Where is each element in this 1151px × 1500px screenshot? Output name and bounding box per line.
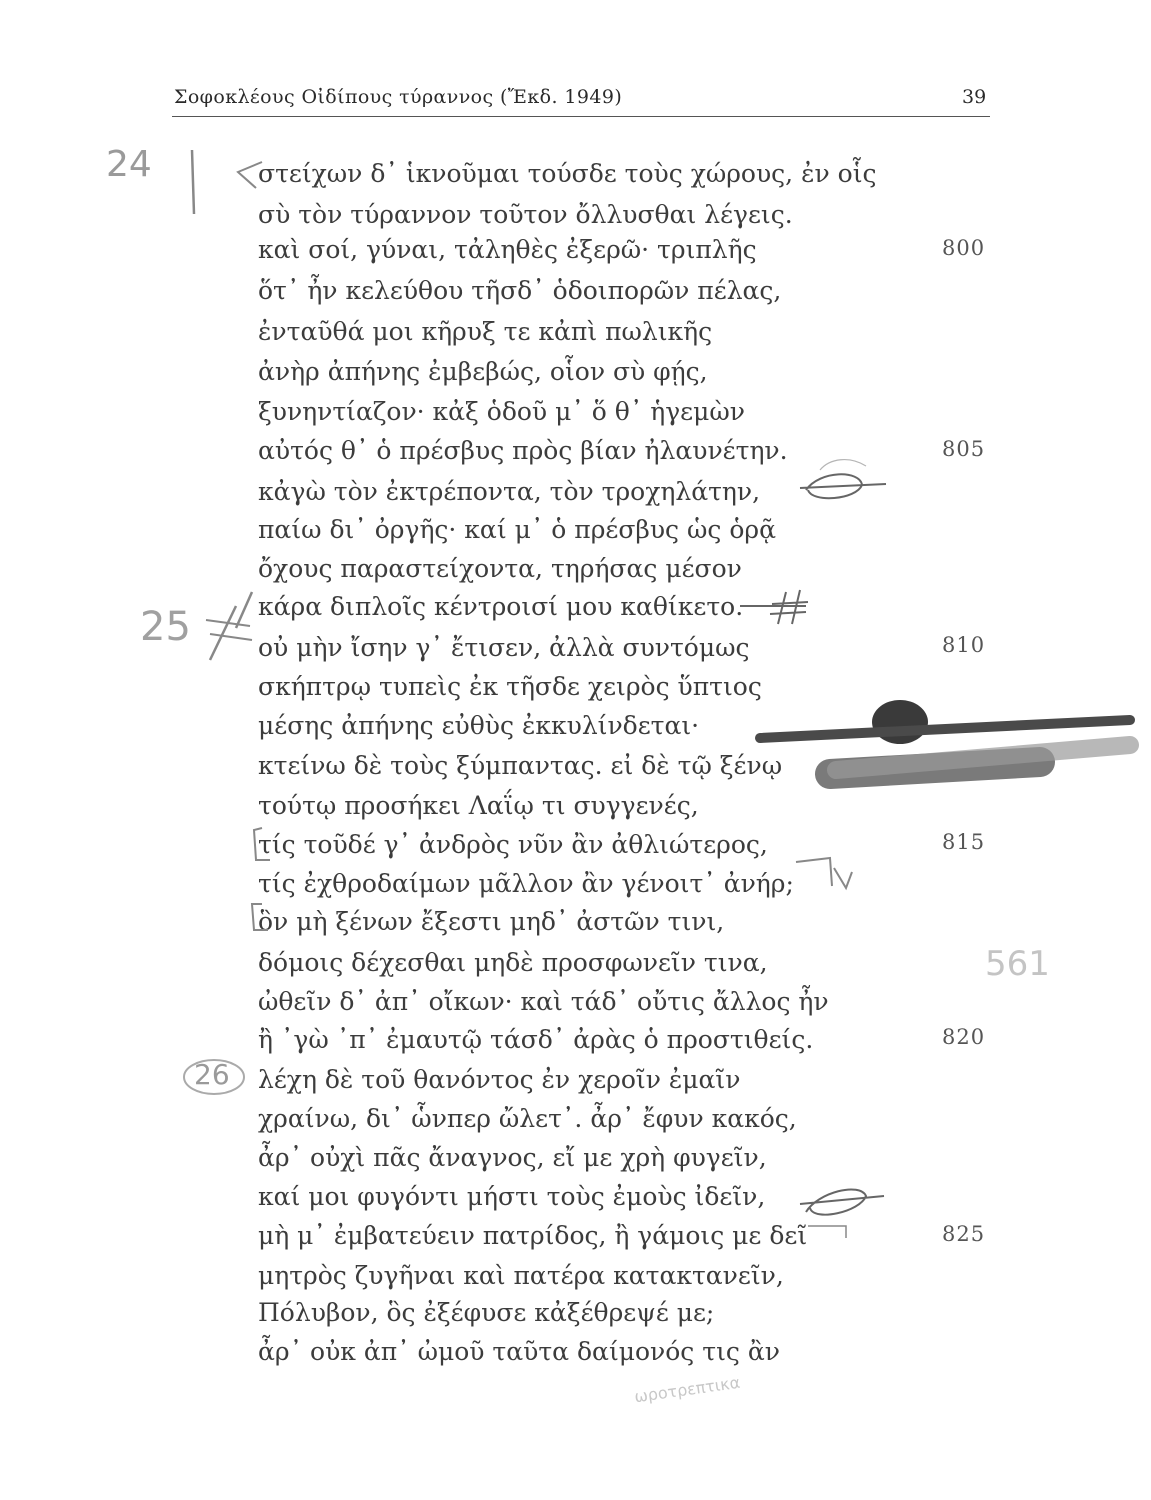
verse-line: ἐνταῦθά μοι κῆρυξ τε κἀπὶ πωλικῆς <box>258 317 713 346</box>
loop-mark <box>800 1189 884 1214</box>
line-number: 810 <box>942 633 986 657</box>
verse-line: τούτῳ προσήκει Λαΐῳ τι συγγενές, <box>258 791 699 820</box>
ink-stroke <box>760 720 1130 738</box>
verse-line: λέχη δὲ τοῦ θανόντος ἐν χεροῖν ἐμαῖν <box>258 1065 741 1094</box>
slash-mark <box>206 620 252 640</box>
verse-line: ὃν μὴ ξένων ἔξεστι μηδ᾽ ἀστῶν τινι, <box>258 907 725 936</box>
box-mark <box>254 828 270 860</box>
verse-line: καὶ σοί, γύναι, τἀληθὲς ἐξερῶ· τριπλῆς <box>258 235 757 264</box>
check-mark <box>796 858 852 888</box>
running-header-title: Σοφοκλέους Οἰδίπους τύραννος (Ἔκδ. 1949) <box>174 86 623 108</box>
circle-mark <box>184 1060 244 1094</box>
margin-note-24: 24 <box>106 144 152 185</box>
verse-line: σὺ τὸν τύραννον τοῦτον ὄλλυσθαι λέγεις. <box>258 200 793 229</box>
verse-line: ἆρ᾽ οὐχὶ πᾶς ἄναγνος, εἴ με χρὴ φυγεῖν, <box>258 1143 767 1172</box>
verse-line: μέσης ἀπήνης εὐθὺς ἐκκυλίνδεται· <box>258 711 700 740</box>
line-number: 820 <box>942 1025 986 1049</box>
verse-line: κἀγὼ τὸν ἐκτρέποντα, τὸν τροχηλάτην, <box>258 477 761 506</box>
verse-line: οὐ μὴν ἴσην γ᾽ ἔτισεν, ἀλλὰ συντόμως <box>258 633 750 662</box>
verse-line: μητρὸς ζυγῆναι καὶ πατέρα κατακτανεῖν, <box>258 1261 784 1290</box>
line-number: 805 <box>942 437 986 461</box>
box-mark <box>808 1226 846 1238</box>
verse-line: χραίνω, δι᾽ ὧνπερ ὤλετ᾽. ἆρ᾽ ἔφυν κακός, <box>258 1104 797 1133</box>
verse-line: ἆρ᾽ οὐκ ἀπ᾽ ὠμοῦ ταῦτα δαίμονός τις ἂν <box>258 1337 780 1366</box>
ink-stroke <box>836 745 1130 770</box>
verse-line: ὠθεῖν δ᾽ ἀπ᾽ οἴκων· καὶ τάδ᾽ οὔτις ἄλλος ἦν <box>258 987 829 1016</box>
ink-blot <box>872 700 928 744</box>
page-number: 39 <box>962 86 987 108</box>
box-mark <box>252 904 268 930</box>
verse-line: ὄχους παραστείχοντα, τηρήσας μέσον <box>258 554 742 583</box>
verse-line: κάρα διπλοῖς κέντροισί μου καθίκετο. <box>258 592 744 621</box>
verse-line: δόμοις δέχεσθαι μηδὲ προσφωνεῖν τινα, <box>258 948 768 977</box>
verse-line: ἀνὴρ ἀπήνης ἐμβεβώς, οἷον σὺ φῄς, <box>258 357 708 386</box>
margin-note-561: 561 <box>985 944 1050 984</box>
verse-line: κτείνω δὲ τοὺς ξύμπαντας. εἰ δὲ τῷ ξένῳ <box>258 751 783 780</box>
verse-line: καί μοι φυγόντι μήστι τοὺς ἐμοὺς ἰδεῖν, <box>258 1182 766 1211</box>
margin-note-25: 25 <box>140 604 191 650</box>
pencil-mark <box>820 460 866 470</box>
verse-line: ὅτ᾽ ἦν κελεύθου τῆσδ᾽ ὁδοιπορῶν πέλας, <box>258 276 782 305</box>
verse-line: ἢ ᾽γὼ ᾽π᾽ ἐμαυτῷ τάσδ᾽ ἀρὰς ὁ προστιθείς. <box>258 1025 814 1054</box>
margin-note-26: 26 <box>194 1058 230 1091</box>
verse-line: τίς τοῦδέ γ᾽ ἀνδρὸς νῦν ἂν ἀθλιώτερος, <box>258 830 768 859</box>
verse-line: στείχων δ᾽ ἱκνοῦμαι τούσδε τοὺς χώρους, ἐν οἷς <box>258 159 877 188</box>
verse-line: παίω δι᾽ ὀργῆς· καί μ᾽ ὁ πρέσβυς ὡς ὁρᾷ <box>258 515 776 544</box>
bracket-mark <box>238 162 262 188</box>
verse-line: ξυνηντίαζον· κἀξ ὁδοῦ μ᾽ ὅ θ᾽ ἡγεμὼν <box>258 397 745 426</box>
hash-mark <box>740 590 808 624</box>
loop-mark <box>800 474 886 498</box>
line-number: 815 <box>942 830 986 854</box>
bracket-mark <box>192 150 194 214</box>
verse-line: Πόλυβον, ὃς ἐξέφυσε κἀξέθρεψέ με; <box>258 1298 715 1327</box>
verse-line: αὐτός θ᾽ ὁ πρέσβυς πρὸς βίαν ἠλαυνέτην. <box>258 436 788 465</box>
margin-note-pencil: ωροτρεπτικα <box>633 1372 742 1407</box>
verse-line: τίς ἐχθροδαίμων μᾶλλον ἂν γένοιτ᾽ ἀνήρ; <box>258 869 794 898</box>
verse-line: μὴ μ᾽ ἐμβατεύειν πατρίδος, ἢ γάμοις με δεῖ <box>258 1221 808 1250</box>
verse-line: σκήπτρῳ τυπεὶς ἐκ τῆσδε χειρὸς ὕπτιος <box>258 672 762 701</box>
line-number: 800 <box>942 236 986 260</box>
line-number: 825 <box>942 1222 986 1246</box>
